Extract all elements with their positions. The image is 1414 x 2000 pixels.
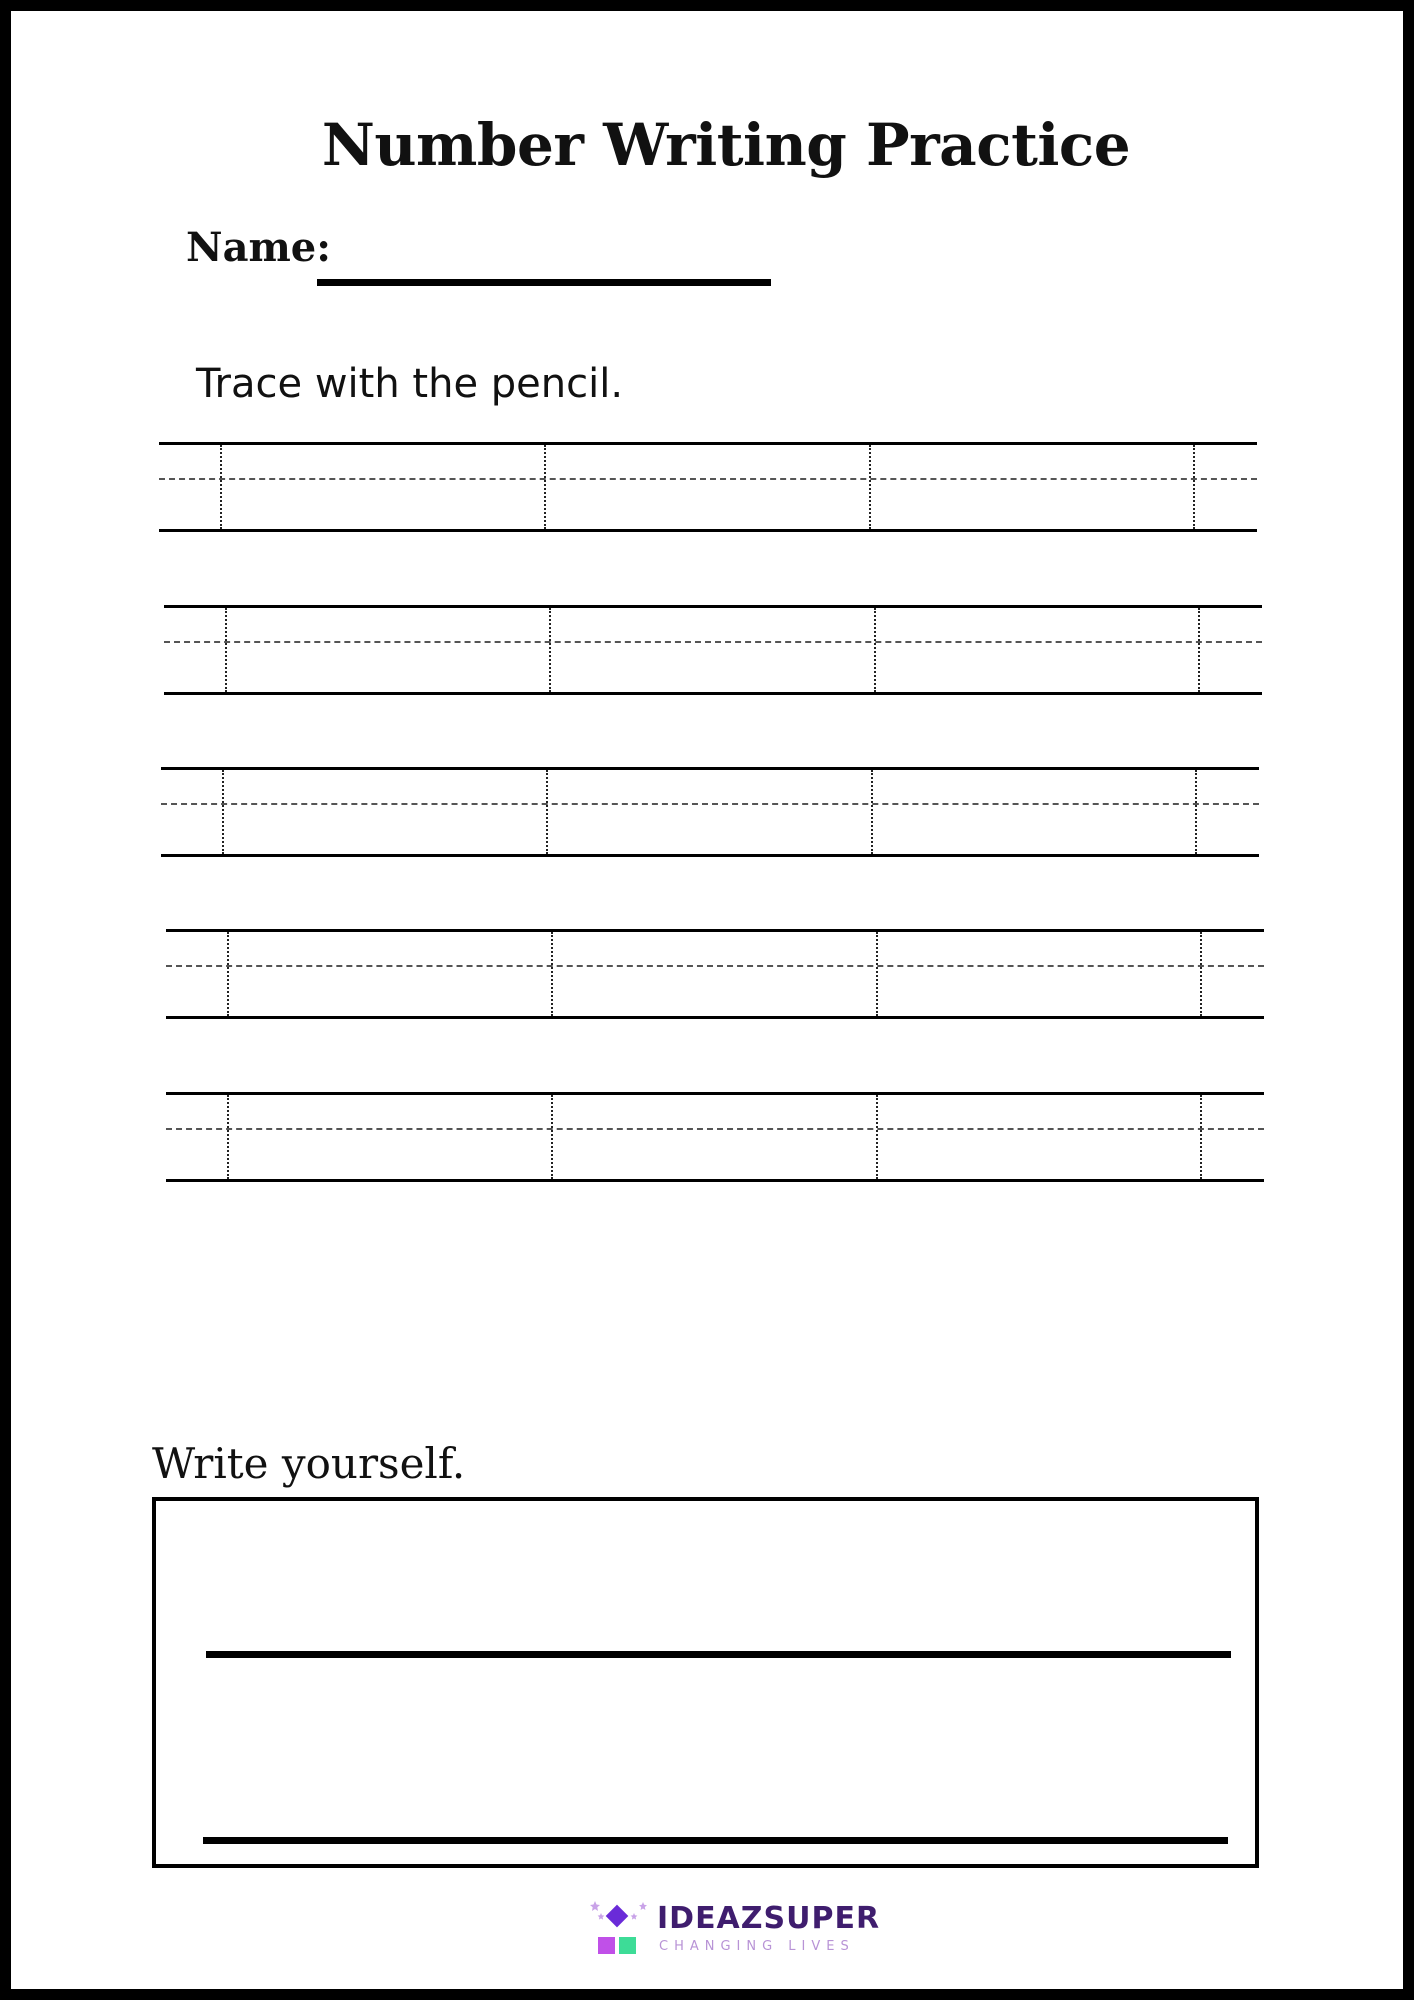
logo-tagline: CHANGING LIVES	[659, 1939, 855, 1954]
trace-row[interactable]	[166, 929, 1264, 1019]
trace-row[interactable]	[164, 605, 1262, 695]
page-title: Number Writing Practice	[321, 111, 1131, 179]
trace-row[interactable]	[166, 1092, 1264, 1182]
name-label: Name:	[186, 224, 332, 271]
logo-mark-icon	[589, 1899, 649, 1959]
free-write-box[interactable]	[152, 1497, 1259, 1868]
write-instruction: Write yourself.	[152, 1439, 466, 1488]
trace-instruction: Trace with the pencil.	[196, 361, 624, 407]
writing-line[interactable]	[203, 1837, 1228, 1844]
writing-line[interactable]	[206, 1651, 1231, 1658]
logo-name: IDEAZSUPER	[657, 1901, 881, 1936]
trace-row[interactable]	[161, 767, 1259, 857]
name-field-line[interactable]	[317, 279, 771, 286]
trace-row[interactable]	[159, 442, 1257, 532]
brand-logo	[589, 1899, 909, 1959]
